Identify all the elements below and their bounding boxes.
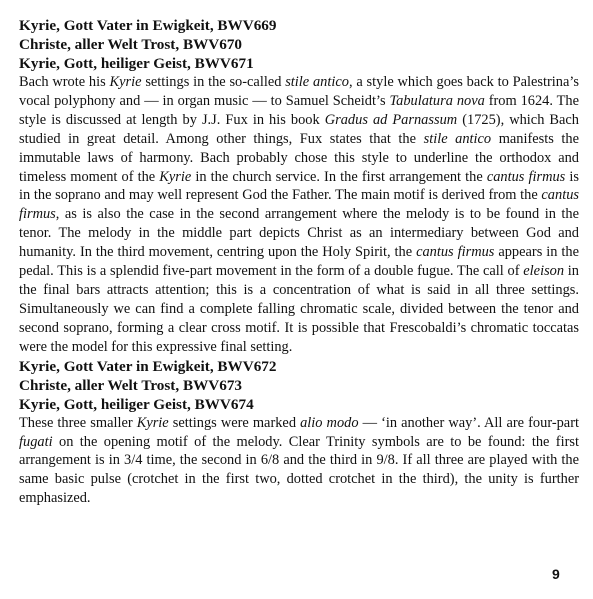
section-1: [19, 16, 579, 357]
body-paragraph-2: These three smaller Kyrie settings were marked alio modo — ‘in another way’. All are four-part fugati on the opening motif of the melody. Clear Trinity symbols are to be found: the first arrangement is in 3/4 time, the second in 6/8 and the third in 9/8. If all three are played with the same basic pulse (crotchet in the first two, dotted crotchet in the third), the unity is further emphasized.: [19, 414, 579, 507]
italic-text: stile antico: [423, 130, 492, 147]
heading-bwv671: Kyrie, Gott, heiliger Geist, BWV671: [19, 55, 254, 72]
italic-text: Tabulatura nova: [389, 92, 485, 109]
italic-text: stile antico: [285, 74, 349, 90]
italic-text: cantus firmus: [486, 168, 566, 185]
heading-bwv674: Kyrie, Gott, heiliger Geist, BWV674: [19, 395, 254, 413]
italic-text: Kyrie: [136, 414, 169, 431]
heading-bwv673: Christe, aller Welt Trost, BWV673: [19, 376, 243, 394]
body-paragraph-1: Bach wrote his Kyrie settings in the so-called stile antico, a style which goes back to Palestrina’s vocal polyphony and — in organ music — to Samuel Scheidt’s Tabulatura nova from 1624. The style is discussed at length by J.J. Fux in his book Gradus ad Parnassum (1725), which Bach studied in great detail. Among other things, Fux states that the stile antico manifests the immutable laws of harmony. Bach probably chose this style to underline the orthodox and timeless moment of the Kyrie in the church service. In the first arrangement the cantus firmus is in the soprano and may well represent God the Father. The main motif is derived from the cantus firmus, as is also the case in the second arrangement where the melody is to be found in the tenor. The melody in the middle part depicts Christ as an intermediary between God and humanity. In the third movement, centring upon the Holy Spirit, the cantus firmus appears in the pedal. This is a splendid five-part movement in the form of a double fugue. The call of eleison in the final bars attracts attention; this is a concentration of what is said in all three settings. Simultaneously we can find a complete falling chromatic scale, divided between the tenor and second soprano, forming a clear cross motif. It is possible that Frescobaldi’s chromatic toccatas were the model for this expressive final setting.: [19, 74, 580, 355]
heading-bwv669: Kyrie, Gott Vater in Ewigkeit, BWV669: [19, 17, 277, 34]
italic-text: alio modo: [300, 414, 359, 431]
italic-text: fugati: [19, 433, 53, 450]
document-page: [19, 16, 579, 508]
page-number: 9: [552, 566, 560, 582]
italic-text: eleison: [523, 263, 565, 280]
section-2: [19, 357, 579, 509]
italic-text: cantus firmus: [19, 187, 579, 223]
italic-text: cantus firmus: [416, 244, 495, 261]
italic-text: Gradus ad Parnassum: [324, 111, 458, 128]
italic-text: Kyrie: [159, 168, 192, 185]
heading-bwv672: Kyrie, Gott Vater in Ewigkeit, BWV672: [19, 357, 277, 375]
italic-text: Kyrie: [109, 74, 142, 90]
heading-bwv670: Christe, aller Welt Trost, BWV670: [19, 36, 243, 53]
